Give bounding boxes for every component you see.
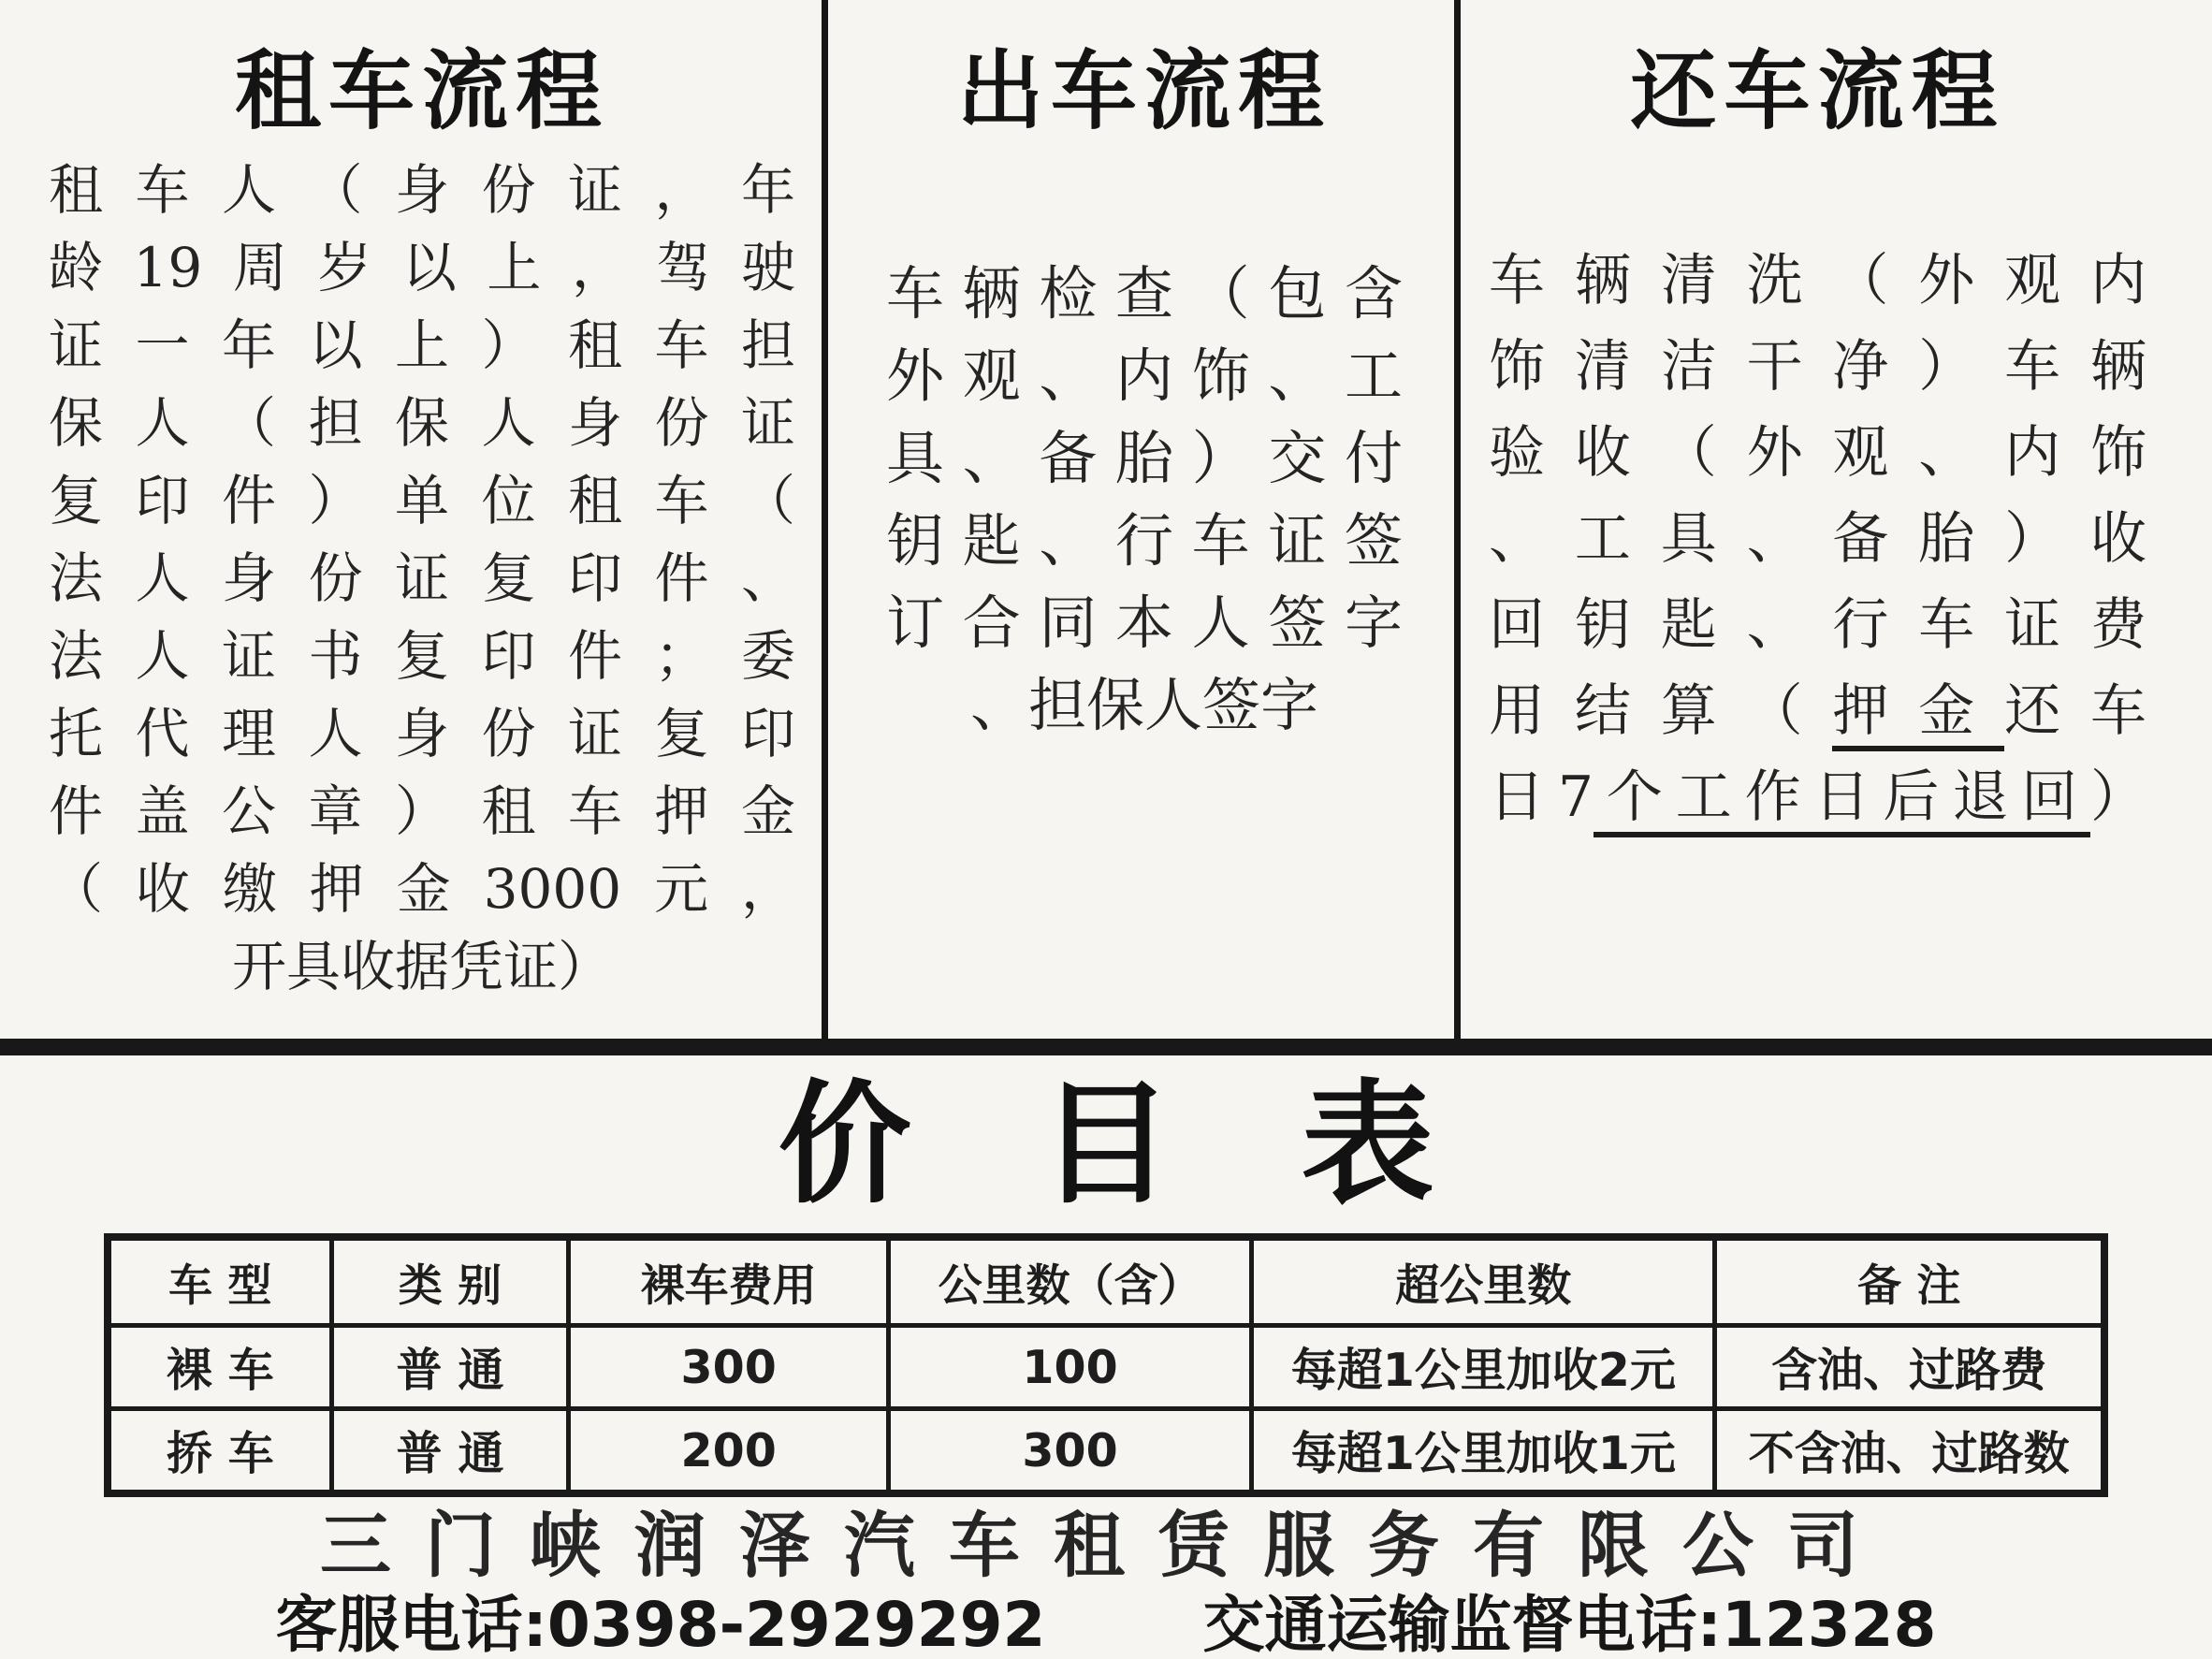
underlined-text: 押金 <box>1832 678 2004 751</box>
flow-text-line: 保人（担保人身份证 <box>49 391 795 455</box>
price-table-column-header: 公里数（含） <box>888 1237 1251 1326</box>
service-phone-number: 0398-2929292 <box>546 1589 1046 1659</box>
rental-process-text <box>49 152 795 1006</box>
price-table-body <box>108 1326 2104 1494</box>
price-table <box>104 1233 2108 1497</box>
price-table-cell: 不含油、过路数 <box>1715 1409 2104 1494</box>
flow-text-line: 具、备胎）交付 <box>886 424 1403 492</box>
price-table-column-header: 备 注 <box>1715 1237 2104 1326</box>
price-table-column-header: 车 型 <box>108 1237 331 1326</box>
flow-text-line: （收缴押金3000元， <box>49 857 795 921</box>
price-table-column-header: 裸车费用 <box>569 1237 888 1326</box>
price-table-cell: 普 通 <box>331 1409 569 1494</box>
dispatch-process-column <box>828 0 1461 1039</box>
price-table-cell: 300 <box>569 1326 888 1409</box>
flow-text-line: 复印件）单位租车（ <box>49 469 795 532</box>
price-table-header <box>108 1237 2104 1326</box>
price-table-cell: 含油、过路费 <box>1715 1326 2104 1409</box>
price-table-cell: 每超1公里加收2元 <box>1252 1326 1715 1409</box>
flow-text-line: 、工具、备胎）收 <box>1489 506 2147 572</box>
flow-text-line: 证一年以上）租车担 <box>49 313 795 377</box>
flow-text-line: 回钥匙、行车证费 <box>1489 592 2147 658</box>
flow-text-line: 租车人（身份证，年 <box>49 158 795 222</box>
price-table-cell: 普 通 <box>331 1326 569 1409</box>
rental-process-column <box>0 0 828 1039</box>
flow-text-line: 验收（外观、内饰 <box>1489 420 2147 486</box>
price-table-cell: 100 <box>888 1326 1251 1409</box>
supervision-phone-label: 交通运输监督电话: <box>1202 1589 1722 1659</box>
supervision-phone <box>1202 1589 1936 1659</box>
return-process-text <box>1489 238 2147 840</box>
flow-text-line: 龄19周岁以上，驾驶 <box>49 236 795 299</box>
rental-process-title: 租车流程 <box>234 41 609 141</box>
flow-text-line: 法人身份证复印件、 <box>49 546 795 610</box>
price-table-row <box>108 1326 2104 1409</box>
flow-text-line: 车辆清洗（外观内 <box>1489 248 2147 313</box>
section-divider <box>0 1039 2212 1055</box>
flow-text-line: 车辆检查（包含 <box>886 259 1403 327</box>
flow-text-line: 件盖公章）租车押金 <box>49 779 795 843</box>
price-table-row <box>108 1409 2104 1494</box>
price-table-cell: 200 <box>569 1409 888 1494</box>
service-phone-label: 客服电话: <box>275 1589 547 1659</box>
price-table-header-row <box>108 1237 2104 1326</box>
price-table-cell: 挢 车 <box>108 1409 331 1494</box>
dispatch-process-title: 出车流程 <box>956 41 1332 141</box>
price-table-column-header: 类 别 <box>331 1237 569 1326</box>
price-table-cell: 裸 车 <box>108 1326 331 1409</box>
supervision-phone-number: 12328 <box>1721 1589 1937 1659</box>
service-phone <box>276 1589 1046 1659</box>
flow-text-line: 订合同本人签字 <box>886 589 1403 657</box>
return-process-column <box>1461 0 2212 1039</box>
price-table-cell: 300 <box>888 1409 1251 1494</box>
flow-text-line: 开具收据凭证） <box>231 935 612 998</box>
flow-text-line: 托代理人身份证复印 <box>49 702 795 765</box>
price-table-column-header: 超公里数 <box>1252 1237 1715 1326</box>
flow-text-line: 外观、内饰、工 <box>886 342 1403 410</box>
price-table-cell: 每超1公里加收1元 <box>1252 1409 1715 1494</box>
flow-text-line: 用结算（押金还车 <box>1489 668 2147 754</box>
price-list-title: 价 目 表 <box>778 1068 1434 1222</box>
flow-text-line: 日7个工作日后退回） <box>1489 754 2147 840</box>
return-process-title: 还车流程 <box>1630 41 2005 141</box>
flow-text-line: 法人证书复印件；委 <box>49 624 795 688</box>
underlined-text: 个工作日后退回 <box>1594 764 2090 837</box>
flow-text-line: 钥匙、行车证签 <box>886 506 1403 575</box>
flow-text-line: 、担保人签字 <box>969 671 1318 739</box>
phone-row <box>0 1589 2212 1659</box>
flow-text-line: 饰清洁干净）车辆 <box>1489 334 2147 400</box>
company-name: 三门峡润泽汽车租赁服务有限公司 <box>320 1504 1892 1587</box>
dispatch-process-text <box>886 253 1403 747</box>
